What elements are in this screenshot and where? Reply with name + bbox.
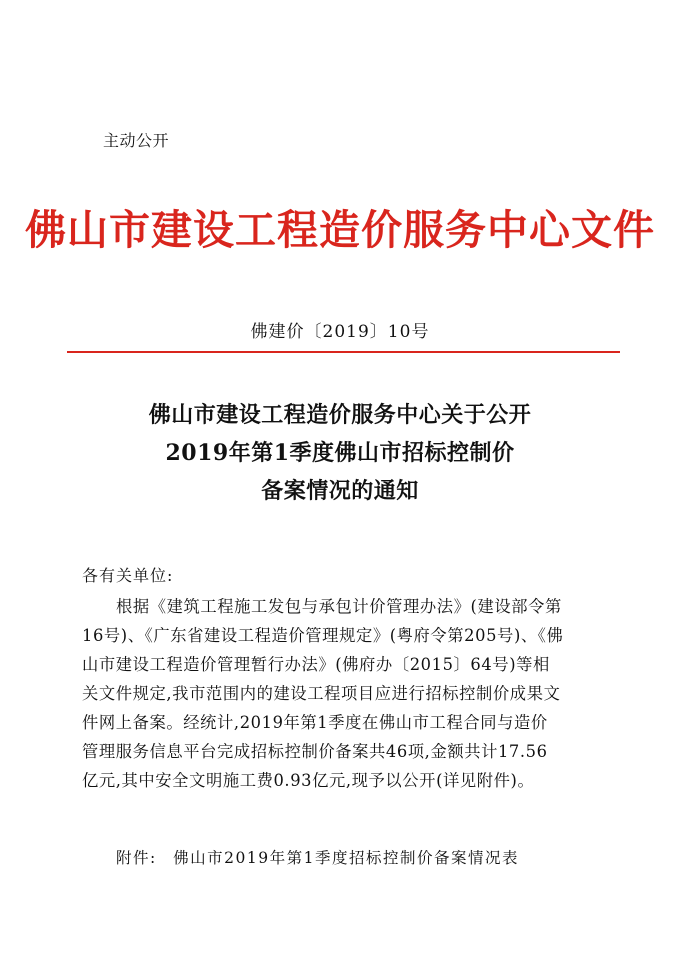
attachment-line [116, 846, 529, 868]
body-line-7: 亿元,其中安全文明施工费0.93亿元,现予以公开(详见附件)。 [82, 771, 535, 790]
title-line-2: 2019年第1季度佛山市招标控制价 [165, 440, 515, 466]
title-line-3: 备案情况的通知 [261, 478, 419, 504]
body-line-1: 根据《建筑工程施工发包与承包计价管理办法》(建设部令第 [116, 597, 562, 616]
body-line-6: 管理服务信息平台完成招标控制价备案共46项,金额共计17.56 [82, 742, 548, 761]
attachment-label: 附件: [116, 849, 157, 867]
disclosure-label: 主动公开 [103, 131, 170, 150]
body-paragraph [82, 592, 602, 795]
body-line-2: 16号)、《广东省建设工程造价管理规定》(粤府令第205号)、《佛 [82, 626, 564, 645]
red-divider-line [67, 351, 620, 353]
title-line-1: 佛山市建设工程造价服务中心关于公开 [148, 402, 532, 428]
issuer-masthead: 佛山市建设工程造价服务中心文件 [25, 206, 655, 254]
body-line-4: 关文件规定,我市范围内的建设工程项目应进行招标控制价成果文 [82, 684, 561, 703]
body-line-3: 山市建设工程造价管理暂行办法》(佛府办〔2015〕64号)等相 [82, 655, 550, 674]
salutation: 各有关单位: [82, 566, 174, 585]
attachment-text: 佛山市2019年第1季度招标控制价备案情况表 [173, 849, 519, 867]
document-title [0, 396, 680, 510]
body-line-5: 件网上备案。经统计,2019年第1季度在佛山市工程合同与造价 [82, 713, 548, 732]
document-number: 佛建价〔2019〕10号 [250, 322, 430, 342]
